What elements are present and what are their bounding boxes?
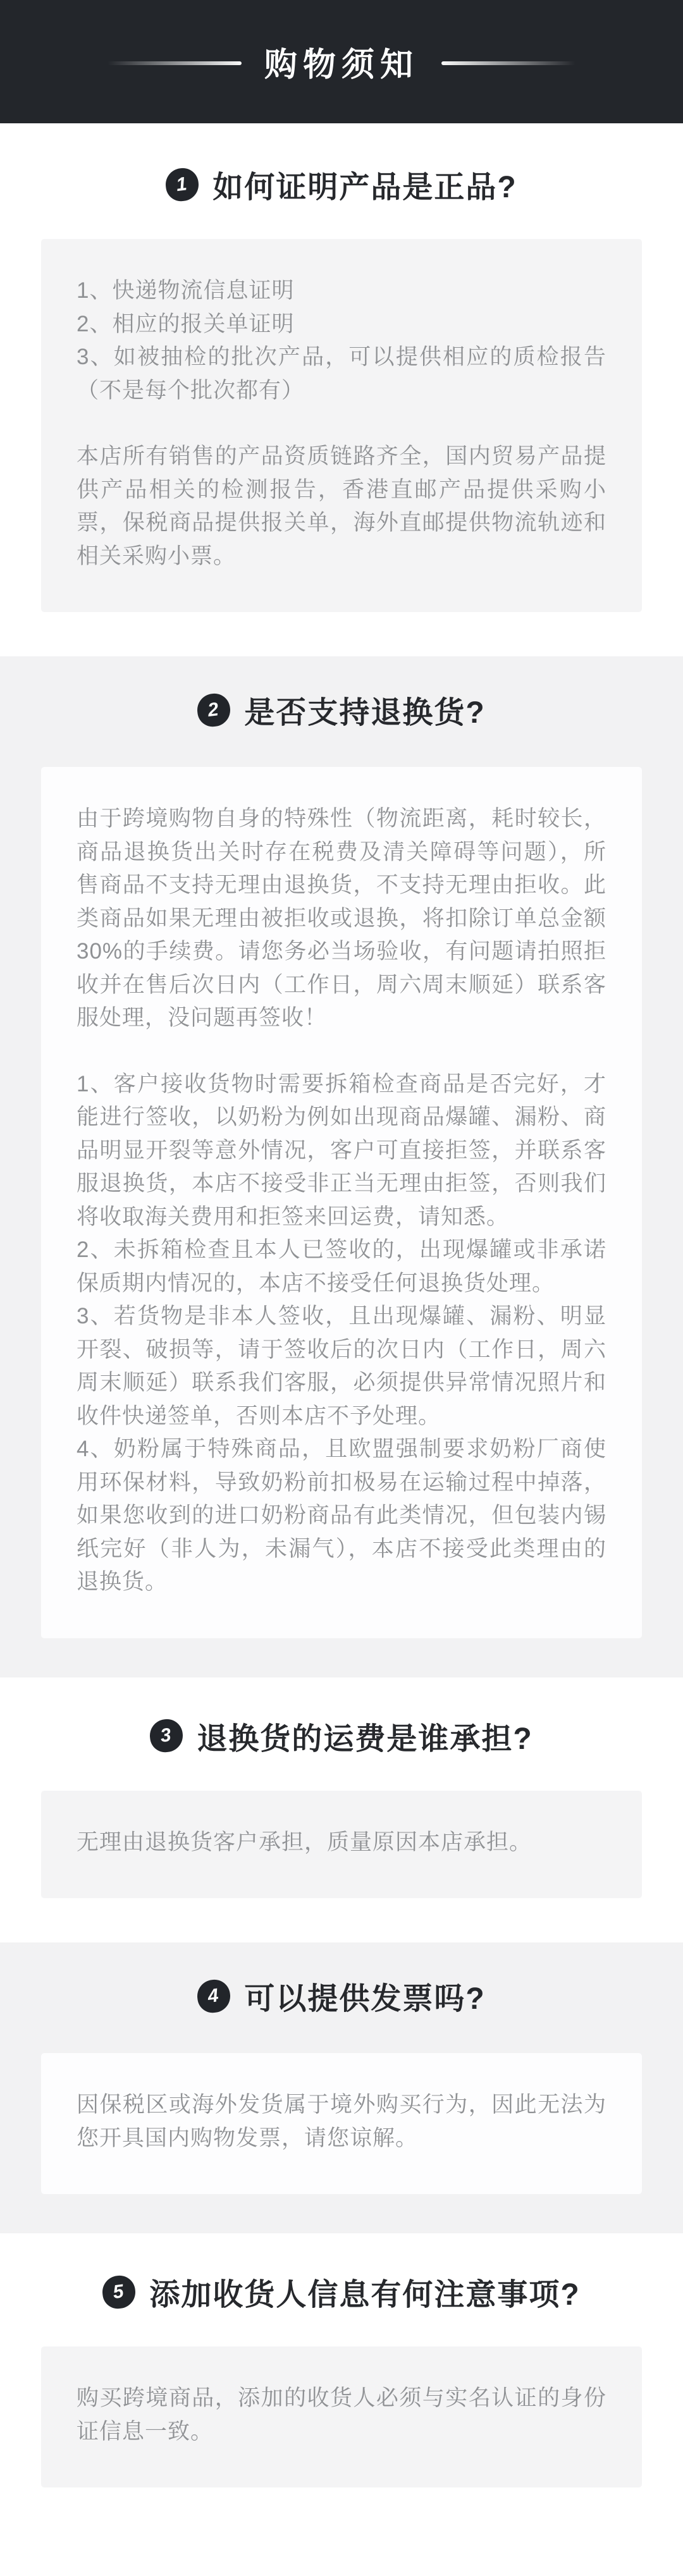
recipient-info-paragraph: 购买跨境商品，添加的收货人必须与实名认证的身份证信息一致。 [77, 2386, 606, 2444]
section-5-content-box [41, 2346, 642, 2487]
page-title: 购物须知 [264, 47, 419, 83]
section-shipping-fee [0, 1714, 683, 1899]
returns-rule: 2、未拆箱检查且本人已签收的，出现爆罐或非承诺保质期内情况的，本店不接受任何退换货处理。 [77, 1237, 606, 1296]
section-2-content-box [41, 767, 642, 1638]
bottom-spacer [0, 2532, 683, 2576]
returns-rule: 3、若货物是非本人签收，且出现爆罐、漏粉、明显开裂、破损等，请于签收后的次日内（工作日，周六周末顺延）联系我们客服，必须提供异常情况照片和收件快递签单，否则本店不予处理。 [77, 1304, 606, 1428]
section-invoice [0, 1942, 683, 2233]
section-5-title: 添加收货人信息有何注意事项? [149, 2278, 581, 2312]
invoice-paragraph: 因保税区或海外发货属于境外购买行为，因此无法为您开具国内购物发票，请您谅解。 [77, 2092, 606, 2150]
section-authenticity [0, 163, 683, 612]
returns-rule: 4、奶粉属于特殊商品，且欧盟强制要求奶粉厂商使用环保材料，导致奶粉前扣极易在运输过程中掉落，如果您收到的进口奶粉商品有此类情况，但包装内锡纸完好（非人为，未漏气），本店不接受此类理由的退换货。 [77, 1437, 606, 1594]
section-1-title: 如何证明产品是正品? [212, 171, 517, 204]
right-divider-line-icon [441, 61, 575, 65]
section-3-heading [25, 1714, 658, 1758]
proof-item: 2、相应的报关单证明 [77, 311, 295, 336]
section-4-heading [25, 1942, 658, 2018]
number-1-badge-icon: 1 [164, 166, 200, 203]
section-2-heading [25, 656, 658, 732]
proof-item: 1、快递物流信息证明 [77, 278, 295, 303]
number-3-badge-icon: 3 [148, 1717, 185, 1754]
section-3-content-box [41, 1791, 642, 1899]
proof-list [77, 274, 606, 407]
section-1-content-box [41, 239, 642, 612]
number-5-badge-icon: 5 [101, 2274, 137, 2310]
section-1-heading [25, 163, 658, 206]
section-2-title: 是否支持退换货? [244, 696, 486, 730]
proof-item: 3、如被抽检的批次产品，可以提供相应的质检报告（不是每个批次都有） [77, 345, 606, 403]
number-4-badge-icon: 4 [195, 1978, 232, 2015]
section-recipient-info [0, 2270, 683, 2487]
section-3-title: 退换货的运费是谁承担? [197, 1722, 533, 1756]
returns-intro-paragraph: 由于跨境购物自身的特殊性（物流距离，耗时较长，商品退换货出关时存在税费及清关障碍等问题），所售商品不支持无理由退换货，不支持无理由拒收。此类商品如果无理由被拒收或退换，将扣除订单总金额30%的手续费。请您务必当场验收，有问题请拍照拒收并在售后次日内（工作日，周六周末顺延）联系客服处理，没问题再签收！ [77, 806, 606, 1030]
section-4-title: 可以提供发票吗? [244, 1982, 486, 2016]
section-returns [0, 656, 683, 1677]
section-5-heading [25, 2270, 658, 2314]
left-divider-line-icon [108, 61, 242, 65]
authenticity-paragraph: 本店所有销售的产品资质链路齐全，国内贸易产品提供产品相关的检测报告，香港直邮产品提供采购小票，保税商品提供报关单，海外直邮提供物流轨迹和相关采购小票。 [77, 444, 606, 568]
returns-rule: 1、客户接收货物时需要拆箱检查商品是否完好，才能进行签收，以奶粉为例如出现商品爆罐、漏粉、商品明显开裂等意外情况，客户可直接拒签，并联系客服退换货，本店不接受非正当无理由拒签，否则我们将收取海关费用和拒签来回运费，请知悉。 [77, 1071, 606, 1229]
banner [0, 0, 683, 123]
section-4-content-box [41, 2053, 642, 2194]
shipping-fee-paragraph: 无理由退换货客户承担，质量原因本店承担。 [77, 1829, 532, 1855]
returns-rules-list [77, 1068, 606, 1599]
number-2-badge-icon: 2 [195, 692, 232, 728]
